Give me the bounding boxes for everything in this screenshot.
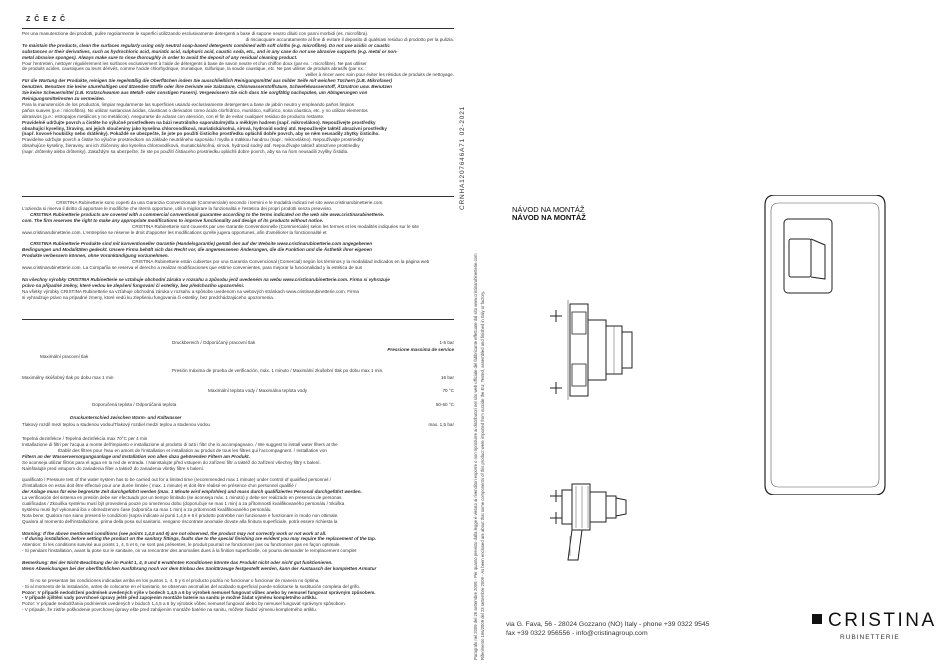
section-header: Z Č E Z Č bbox=[26, 16, 67, 23]
spec-label: Maximální pracovní tlak bbox=[40, 354, 89, 359]
manual-title: NÁVOD NA MONTÁŽ NÁVOD NA MONTÁŽ bbox=[512, 205, 586, 222]
spec-row-max-temp: Maximální teplota vody / Maximálna teplota vody 70 °C bbox=[208, 388, 454, 393]
spec-row-test-pressure: Maximálny skúšobný tlak po dobu max 1 min 16 bar bbox=[22, 375, 454, 380]
divider bbox=[22, 28, 454, 29]
brand-name: CRISTINA bbox=[828, 610, 937, 631]
legal-note: Riferimento 166/2009 del 23 settembre 2009 - As been enclosed are about that some components of this product were imported from outside the EU, Tested, assembled and finished in Italy or factory. bbox=[480, 290, 485, 660]
spec-row-pressure: Druckbereich / Odporúčaný pracovní tlak 1-5 bar bbox=[172, 340, 454, 345]
product-side-view-top-drawing bbox=[548, 296, 638, 406]
spec-label: Pressione massima de service bbox=[387, 347, 454, 352]
divider bbox=[22, 196, 454, 197]
logo-square-icon bbox=[812, 614, 822, 624]
spec-row-pressure-diff: Tlakový rozdíl mezi teplou a studenou vodou/Tlakový rozdiel medzi teplou a studenou vodou max. 1,5 bar bbox=[22, 422, 454, 427]
spec-label: Presión máxima de prueba de verificación, máx. 1 minuto / Maximální zkušební tlak po dobu max 1 min. bbox=[172, 368, 384, 373]
divider bbox=[22, 319, 454, 320]
install-text-block: Tepelná dezinfekce / Tepelná dezinfekcia max 70°C per 4 min Installazione di filtri per l'acqua a monte dell'impianto e installazione al prodotto di tutti i filtri che lo accompagnano. / We suggest to install water filters at the Établir des filtres pour l'eau en amont de l'installation et installation au produit de tous les filtres qui l'accompagnent. / Installation von Filtern an der Wasserversorgungsanlage und Installation von allen dazu gehörenden Filtern am Produkt. Se aconseja utilizar filtros para el agua en la red de entrada. / Nainstalujte před vstupem do zařízení filtr a taktéž do zařízení všechny filtry s balení. Nainštalujte pred vstupom do zariadenia filter a taktiež do zariadenia všetky filtre s balení. qualificato / Pressure test of the water system has to be carried out for a limited time (recommended max 1 minute) under control of qualified personnel / d'installation en essai doit être effectué pour une durée limitée ( max. 1 minute) et doit être réalisé en présence d'un personnel qualifié / der Anlage muss für eine begrenzte Zeit durchgeführt werden (max. 1 Minute wird empfohlen) und muss durch qualifiziertes Personal durchgeführt werden. La verificación del sistema en presión debe ser efectuado por un tiempo limitado (se aconseja máx. 1 minuto) y debe ser realizado en presencia de personas cualificadas / Zkouška systému musí být provedená pouze po omezenou dobu (doporučuje se max 1 min) a za přítomnosti kvalifikovaného personálu / Skúška systému musí byť vykonaná iba v obmedzenom čase (odporúča sa max 1 min) a za prítomnosti kvalifikovaného personálu. Nota bene: Qualora non siano presenti le condizioni (sopra indicate ai punti 1,4,5 e 6 il prodotto potrebbe non funzionare e funzionare in modo non ottimale. Qualora al momento dell'installazione, prima della posa sul sanitario, vengano riscontrate anomalie dovute alla finitura superficiale, potrà essere richiesta la Warning: If the above mentioned conditions (see points 1,4,5 and 6) are not observed, the product may not correctly work or not work at all. - If during installation, before setting the product on the sanitary fittings, faults due to the special finishing are evident you may require the replacement of the tap. Attention: Si les conditions susvisé aux points 1, 4, 5 et 6, ne sont pas présentes, le produit pourrait ne fonctionner pas ou fonctionner pas en façon optimale. - Si pendant l'installation, avant la pose sur le sanitaire, on va rencontrer des anomalies dues à la finition superficielle, on pourra demander le remplacement complet Bemerkung: Bei der Nicht-Beachtung der im Punkt 1, 4, 5 und 6 erwähnten Konditionen könnte das Produkt nicht oder nicht gut funktionieren. Wenn Abweichungen bei der oberflächlichen Ausführung noch vor dem Einbau des Sanitärzeuge festgestellt werden, kann der Austausch der kompletten Armatur Si no se presentan las condiciones indicadas arriba en los puntos 1, 4, 5 y 6 el producto podría no funcionar o funcionar de manera no óptima. - Si al momento de la instalación, antes de colocarse en el sanitario, se observan anomalías del acabado superficial puede solicitarse la sustitución completa del grifo. Pozor: V případě nedodržení podmínek uvedených výše v bodech 1,4,5 a 6 by výrobek nemusel fungovat vůbec anebo by nemusel fungovat správným způsobem. - V případě zjištění vady povrchové úpravy ještě před zapojením montáže baterie na sanitu je možné žádat výměnu kompletního artiklu. Pozor: V prípade nedodržania podmienok uvedených v bodoch 1,4,5 a 6 by výrobok vôbec nemusel fungovať alebo by nemusel fungovať správnym spôsobom. - V prípade, že zistíte poškodenie povrchovej úpravy ešte pred zahájením montáže batérie na sanitu, môžete žiadať výmenu kompletného artiklu. bbox=[22, 436, 377, 613]
spec-label: Druckunterschied zwischen Warm- und Kaltwasser bbox=[70, 415, 182, 420]
product-side-view-bottom-drawing bbox=[548, 476, 648, 576]
legal-note: Paragrafo nel 2009 del 26 settembre 2009 - Per quanto previsto dalla legge è vietato ai rivenditori esporre o non riprodurre ai distributori nel sito web ufficiale del fabbricante effettuate dal sito www.cristinarubinetterie.com bbox=[473, 253, 478, 660]
care-text-block: Per una manutenzione dei prodotti, pulire regolarmente le superfici utilizzando esclusivamente detergenti a base di sapone neutro diluiti con panni morbidi (es. microfibra). di risciacquare accuratamente al fine di evitare il deposito di qualsiasi residuo di prodotto per la pulizia. To maintain the products, clean the surfaces regularly using only neutral soap-based detergents combined with soft cloths (e.g. microfibre). Do not use acidic or caustic substances or their derivatives, such as hydrochloric acid, muriatic acid, sulphuric acid, caustic soda, etc., and in any case do not use abrasive supports (e.g. metal or non- metal abrasive sponges). Always make sure to rinse thoroughly in order to avoid the deposit of any residual cleaning product. Pour l'entretien, nettoyer régulièrement les surfaces exclusivement à l'aide de détergents à base de savon neutre et d'un chiffon doux (par ex. : microfibre). Ne pas utiliser de produits acides, caustiques ou leurs dérivés, comme l'acide chlorhydrique, muriatique, sulfurique, la soude caustique, etc. Ne pas utiliser de produits abrasifs (par ex. : veiller à rincer avec soin pour éviter les résidus de produits de nettoyage. Für die Wartung der Produkte, reinigen Sie regelmäßig die Oberflächen indem Sie ausschließlich Reinigungsmittel aus milder Seife mit weichen Tüchern (z.B. Mikrofaser) benutzen. Benutzen Sie keine säurehaltigen und ätzenden Stoffe oder ihre Derivate wie Salzsäure, Chlorwasserstoffsäure, Schwefelwasserstoff, Ätznatron usw. Benutzen Sie keine Scheuermittel (z.B. Kratzschwamm aus Metall- oder sonstigen Fasern). Vergewissern Sie sich dass Sie sorgfältig nachspülen, um Ablagerungen von Reinigungsmittelresten zu vermeiden. Para la manutención de los productos, limpiar regularmente las superficies usando exclusivamente detergentes a base de jabón neutro y empleando paños limpios paños suaves (p.e.: microfibra). No utilizar sustancias ácidas, cáusticas o derivados como ácido clorhídrico, muriático, sulfúrico, sosa cáustica, etc. y no utilizar elementos abrasivos (p.e.: estropajos metálicos y no metálicos). Asegurarse de aclarar con atención, con el fin de evitar cualquier residuo de producto restante. Pravidelně udržujte povrch a čistěte ho výlučně prostředkem na bázi neutrálního saponátu/mýdla a měkkým hadrem (např. mikrovlákno). Nepoužívejte prostředky obsahující kyseliny, žíraviny, ani jejich sloučeniny jako kyselina chlorovodíková, muriatická/solná, sírová, hydroxid sodný atd. Nepoužívejte taktéž abrazivní prostředky (např. kovové houbičky nebo drátěnky). Pokaždé se ubezpečte, že jste po použití čisticího prostředku opláchli dobře povrch, aby se něm neusadily zbytky čisticího. Pravidelne udržujte povrch a čistite ho výlučne prostriedkom na základe neutrálneho saponátu / mydla a mäkkou handrou (napr.: mikrovlákno). Nepoužívajte prostriedky obsahujúce kyseliny, žieraviny, ani ich zlúčeniny ako kyselina chlorovodíková, muriatická/soľná, sírová, hydroxid sodný atď. Nepoužívajte taktiež abrazívne prostriedky (napr. drôtenky alebo drôtenky). Zakaždým sa ubezpečte, že ste po použití čistiaceho prostriedku opláchli dobre povrch, aby sa na ňom neusadili zvyšky čistidla. bbox=[22, 31, 454, 155]
product-front-view-drawing bbox=[725, 195, 935, 495]
warranty-text-block: CRISTINA Rubinetterie sono coperti da una Garanzia Convenzionale (Commerciale) secondo i termini e le modalità indicati nel sito www.cristinarubinetterie.com. L'azienda si riserva il diritto di apportare le modifiche che riterrà opportune, utili a migliorare la funzionalità e l'estetica dei propri prodotti senza preavviso. CRISTINA Rubinetterie products are covered with a commercial conventional guarantee according to the terms indicated on the web site www.cristinarubinetterie. com. The firm reserves the right to make any appropriate modifications to improve functionality and design of its products without notice. CRISTINA Rubinetterie sont couverts par une Garantie Conventionnelle (Commerciale) selon les termes et les modalités indiquées sur le site www.cristinarubinetterie.com. L'entreprise se réserve le droit d'apporter les modifications qu'elle jugera opportunes, afin d'améliorer la fonctionnalité et CRISTINA Rubinetterie Produkte sind mit konventioneller Garantie (Handelsgarantie) gemäß den auf der Website www.cristinarubinetterie.com angegebenen Bedingungen und Modalitäten gedeckt. Unsere Firma behält sich das Recht vor, die angemessenen Änderungen, die die Funktion und die Ästhetik ihrer eigenen Produkte verbessern können, ohne Vorankündigung vorzunehmen. CRISTINA Rubinetterie están cubiertos por una Garantía Convencional (Comercial) según los términos y la modalidad indicados en la página web www.cristinarubinetterie.com. La Compañía se reserva el derecho a realizar modificaciones que estime convenientes, para mejorar la funcionalidad y la estética de sus Na všechny výrobky CRISTINA Rubinetterie se vztahuje obchodní záruka v rozsahu a způsobu jenž uvedeném na webu www.cristinarubinetterie.com. Firma si vyhrazuje právo na případné změny, které vedou ke zlepšení fungování či estetiky, bez předchozího upozornění. Na všetky výrobky CRISTINA Rubinetterie sa vzťahuje obchodná záruka v rozsahu a spôsobe uvedenom na webových stránkach www.cristinarubinetterie.com. Firma si vyhradzuje právo na prípadné zmeny, ktoré vedú ku zlepšeniu fungovania či estetiky, bez predchádzajúceho upozornenia. bbox=[22, 200, 430, 300]
document-code: CRNHA1207646A71 02-2021 bbox=[459, 105, 466, 210]
brand-subtitle: RUBINETTERIE bbox=[840, 634, 900, 641]
company-address: via G. Fava, 56 - 28024 Gozzano (NO) Italy - phone +39 0322 9545 fax +39 0322 956556 - info@cristinagroup.com bbox=[506, 621, 710, 637]
spec-row-recommended-temp: Doporučená teplota / Odporúčaná teplota 50-60 °C bbox=[92, 402, 454, 407]
brand-logo bbox=[812, 610, 937, 641]
